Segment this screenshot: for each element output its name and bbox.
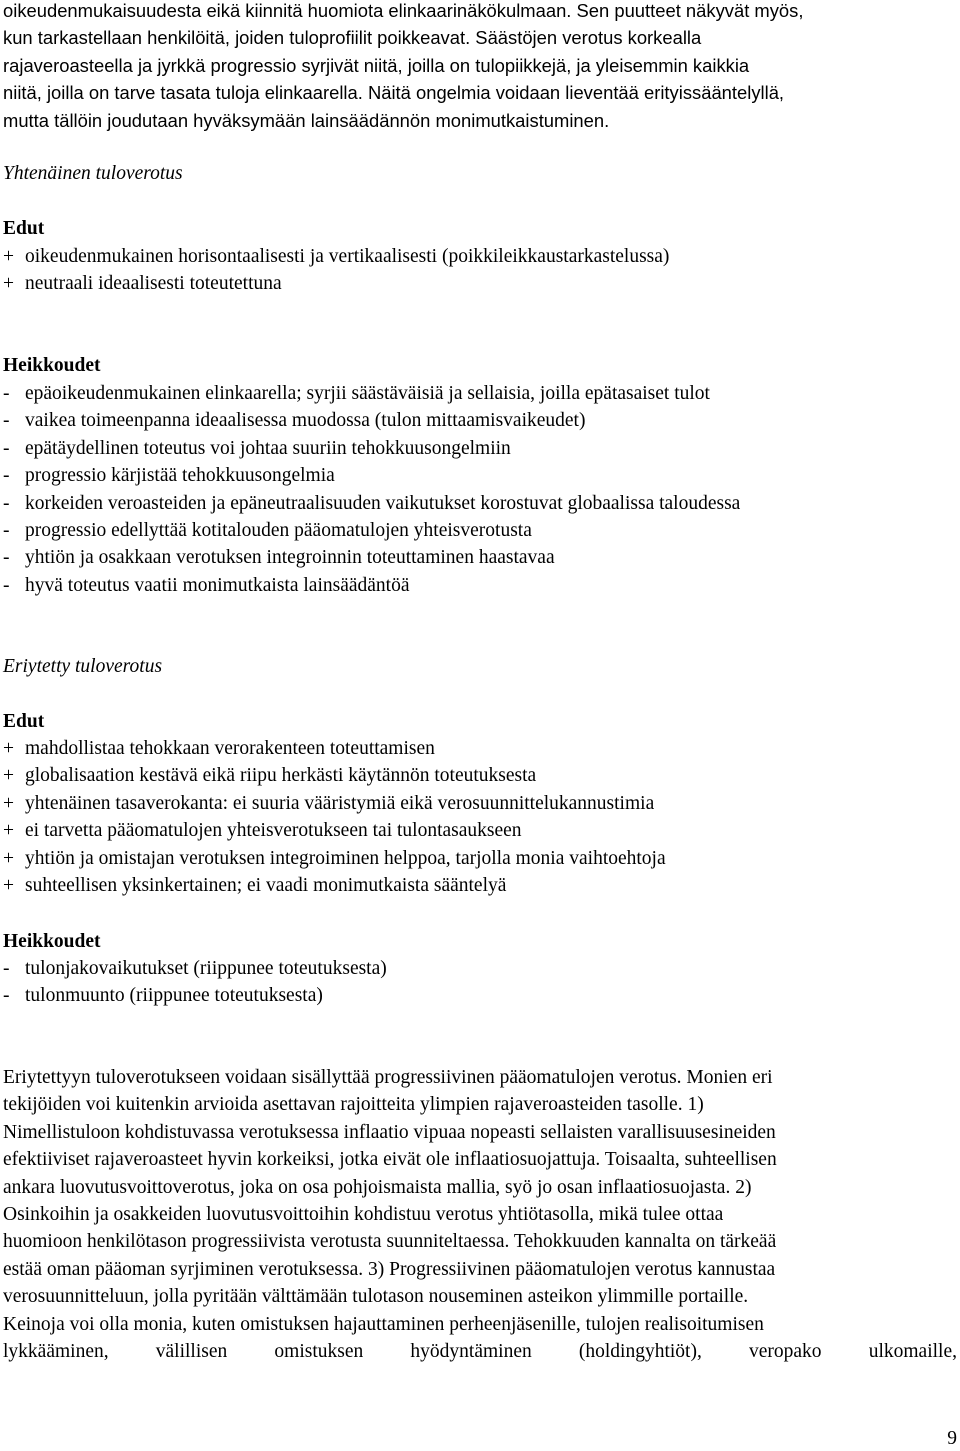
closing-line: tekijöiden voi kuitenkin arvioida asettavan rajoitteita ylimpien rajaveroasteiden tasolle. 1) bbox=[3, 1094, 704, 1116]
closing-line: Keinoja voi olla monia, kuten omistuksen hajauttaminen perheenjäsenille, tulojen realisoitumisen bbox=[3, 1313, 764, 1335]
minus-marker: - bbox=[3, 465, 10, 487]
section2-title: Eriytetty tuloverotus bbox=[3, 656, 163, 677]
closing-line: huomioon henkilötason progressiivista verotusta suunniteltaessa. Tehokkuuden kannalta on tärkeää bbox=[3, 1231, 777, 1253]
intro-line: rajaveroasteella ja jyrkkä progressio syrjivät niitä, joilla on tulopiikkejä, ja yleisemmin kaikkia bbox=[3, 54, 750, 76]
list-item: - epätäydellinen toteutus voi johtaa suuriin tehokkuusongelmiin bbox=[3, 435, 740, 462]
list-item: + ei tarvetta pääomatulojen yhteisverotukseen tai tulontasaukseen bbox=[3, 817, 666, 844]
plus-marker: + bbox=[3, 765, 14, 787]
minus-marker: - bbox=[3, 547, 10, 569]
section2-pros-heading: Edut bbox=[3, 711, 45, 732]
intro-line: oikeudenmukaisuudesta eikä kiinnitä huomiota elinkaarinäkökulmaan. Sen puutteet näkyvät myös, bbox=[3, 0, 804, 21]
list-item: - yhtiön ja osakkaan verotuksen integroinnin toteuttaminen haastavaa bbox=[3, 544, 740, 571]
list-item: + globalisaation kestävä eikä riipu herkästi käytännön toteutuksesta bbox=[3, 762, 666, 789]
minus-marker: - bbox=[3, 574, 10, 596]
list-item: - hyvä toteutus vaatii monimutkaista lainsäädäntöä bbox=[3, 572, 740, 599]
plus-marker: + bbox=[3, 820, 14, 842]
section2-cons-list bbox=[3, 955, 387, 1010]
minus-marker: - bbox=[3, 437, 10, 459]
list-item: - korkeiden veroasteiden ja epäneutraalisuuden vaikutukset korostuvat globaalissa taloudessa bbox=[3, 490, 740, 517]
intro-line: kun tarkastellaan henkilöitä, joiden tuloprofiilit poikkeavat. Säästöjen verotus korkealla bbox=[3, 27, 702, 49]
plus-marker: + bbox=[3, 875, 14, 897]
list-item: - epäoikeudenmukainen elinkaarella; syrjii säästäväisiä ja sellaisia, joilla epätasaiset tulot bbox=[3, 380, 740, 407]
plus-marker: + bbox=[3, 246, 14, 267]
minus-marker: - bbox=[3, 492, 10, 514]
closing-line: Osinkoihin ja osakkeiden luovutusvoittoihin kohdistuu verotus yhtiötasolla, mikä tulee ottaa bbox=[3, 1204, 724, 1226]
closing-line: lykkääminen, välillisen omistuksen hyödyntäminen (holdingyhtiöt), veropako ulkomaille, bbox=[3, 1341, 957, 1363]
minus-marker: - bbox=[3, 985, 10, 1007]
section1-title: Yhtenäinen tuloverotus bbox=[3, 163, 183, 184]
plus-marker: + bbox=[3, 738, 14, 759]
list-item: - vaikea toimeenpanna ideaalisessa muodossa (tulon mittaamisvaikeudet) bbox=[3, 407, 740, 434]
closing-line: verosuunnitteluun, jolla pyritään välttämään tulotason nouseminen asteikon ylimmille portaille. bbox=[3, 1286, 749, 1308]
closing-line: estää oman pääoman syrjiminen verotuksessa. 3) Progressiivinen pääomatulojen verotus kannustaa bbox=[3, 1258, 776, 1280]
intro-line: mutta tällöin joudutaan hyväksymään lainsäädännön monimutkaistuminen. bbox=[3, 109, 610, 131]
list-item: + mahdollistaa tehokkaan verorakenteen toteuttamisen bbox=[3, 735, 666, 762]
list-item: + yhtiön ja omistajan verotuksen integroiminen helppoa, tarjolla monia vaihtoehtoja bbox=[3, 845, 666, 872]
plus-marker: + bbox=[3, 847, 14, 869]
list-item: - progressio edellyttää kotitalouden pääomatulojen yhteisverotusta bbox=[3, 517, 740, 544]
plus-marker: + bbox=[3, 273, 14, 295]
list-item: - tulonmuunto (riippunee toteutuksesta) bbox=[3, 982, 387, 1009]
list-item: - progressio kärjistää tehokkuusongelmia bbox=[3, 462, 740, 489]
list-item: - tulonjakovaikutukset (riippunee toteutuksesta) bbox=[3, 955, 387, 982]
minus-marker: - bbox=[3, 383, 10, 404]
section1-pros-heading: Edut bbox=[3, 218, 45, 239]
closing-line: Eriytettyyn tuloverotukseen voidaan sisällyttää progressiivinen pääomatulojen verotus. Monien eri bbox=[3, 1067, 773, 1088]
minus-marker: - bbox=[3, 410, 10, 432]
section2-pros-list bbox=[3, 735, 666, 899]
closing-line: ankara luovutusvoittoverotus, joka on osa pohjoismaista mallia, syö jo osan inflaatiosuojasta. 2) bbox=[3, 1176, 752, 1198]
minus-marker: - bbox=[3, 958, 10, 979]
page-number: 9 bbox=[947, 1428, 957, 1449]
section1-cons-heading: Heikkoudet bbox=[3, 355, 101, 376]
list-item: + yhtenäinen tasaverokanta: ei suuria vääristymiä eikä verosuunnittelukannustimia bbox=[3, 790, 666, 817]
list-item: + suhteellisen yksinkertainen; ei vaadi monimutkaista sääntelyä bbox=[3, 872, 666, 899]
closing-line: Nimellistuloon kohdistuvassa verotuksessa inflaatio vipuaa nopeasti sellaisten varallisuusesineiden bbox=[3, 1121, 776, 1143]
plus-marker: + bbox=[3, 792, 14, 814]
section1-pros-list bbox=[3, 243, 669, 298]
list-item: + oikeudenmukainen horisontaalisesti ja vertikaalisesti (poikkileikkaustarkastelussa) bbox=[3, 243, 669, 270]
minus-marker: - bbox=[3, 520, 10, 542]
intro-paragraph bbox=[3, 0, 957, 134]
list-item: + neutraali ideaalisesti toteutettuna bbox=[3, 270, 669, 297]
section1-cons-list bbox=[3, 380, 740, 599]
closing-line: efektiiviset rajaveroasteet hyvin korkeiksi, jotka eivät ole inflaatiosuojattuja. Toisaalta, suhteellisen bbox=[3, 1149, 777, 1171]
intro-line: niitä, joilla on tarve tasata tuloja elinkaarella. Näitä ongelmia voidaan lieventää erityissääntelyllä, bbox=[3, 82, 785, 104]
closing-paragraph bbox=[3, 1064, 957, 1365]
section2-cons-heading: Heikkoudet bbox=[3, 931, 101, 952]
